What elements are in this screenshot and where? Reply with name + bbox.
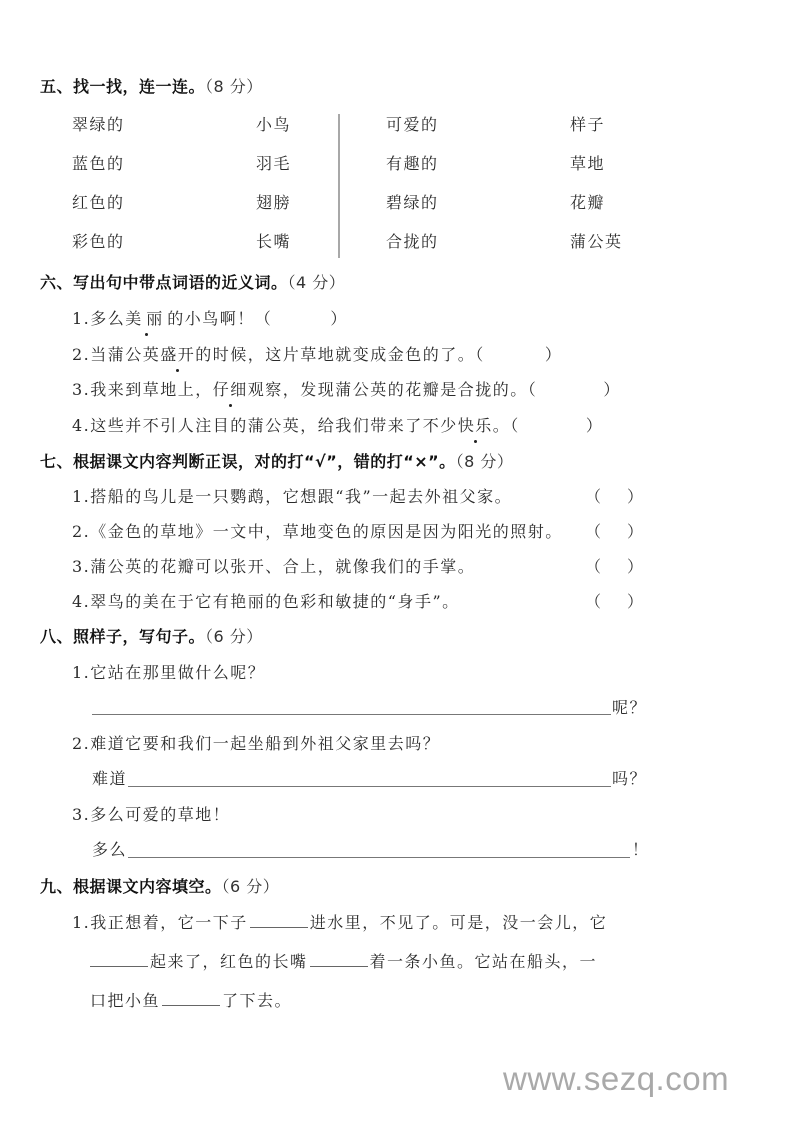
passage-text: 进水里，不见了。可是，没一会儿，它	[309, 913, 608, 932]
passage-text: 我正想着，它一下子	[90, 913, 248, 932]
rewrite-example-2	[72, 731, 440, 754]
synonym-question-3	[72, 377, 621, 400]
match-right-noun-3[interactable]: 花瓣	[570, 193, 606, 212]
fill-blank-2[interactable]	[90, 952, 148, 967]
sentence-text: 多么	[90, 309, 126, 328]
section-5-heading	[40, 74, 263, 97]
close-paren: ）	[330, 309, 348, 328]
section-7-heading	[40, 449, 513, 472]
passage-text: 着一条小鱼。它站在船头，一	[369, 952, 598, 971]
synonym-question-2	[72, 342, 562, 365]
answer-prefix-3: 多么	[92, 840, 128, 859]
section-8-score: （6 分）	[205, 627, 263, 646]
answer-suffix-2: 吗？	[612, 769, 648, 788]
sentence-text: 的时候，这片草地就变成金色的了。（	[195, 345, 485, 364]
section-6-title: 六、写出句中带点词语的近义词。	[40, 273, 288, 292]
open-paren: （	[585, 522, 602, 541]
question-number: 1.	[72, 913, 91, 932]
answer-line-1[interactable]	[92, 714, 611, 715]
open-paren: （	[585, 557, 602, 576]
match-left-adj-2[interactable]: 蓝色的	[72, 154, 125, 173]
answer-line-3[interactable]	[128, 857, 630, 858]
fill-blank-1[interactable]	[250, 913, 308, 928]
section-8-title: 八、照样子，写句子。	[40, 627, 206, 646]
question-number: 2.	[72, 734, 91, 753]
question-number: 3.	[72, 380, 91, 399]
judge-question-3	[72, 554, 475, 577]
fill-line-3	[90, 988, 292, 1011]
dotted-word: 快乐	[458, 413, 493, 436]
fill-blank-4[interactable]	[162, 991, 220, 1006]
match-left-noun-2[interactable]: 羽毛	[256, 154, 292, 173]
passage-text: 起来了，红色的长嘴	[150, 952, 308, 971]
dotted-word: 美丽	[125, 306, 167, 329]
statement-text: 《金色的草地》一文中，草地变色的原因是因为阳光的照射。	[90, 522, 563, 541]
section-9-heading	[40, 874, 279, 897]
section-9-score: （6 分）	[221, 877, 280, 896]
dotted-word: 仔细	[213, 377, 248, 400]
match-right-noun-4[interactable]: 蒲公英	[570, 232, 623, 251]
match-left-adj-3[interactable]: 红色的	[72, 193, 125, 212]
synonym-question-4	[72, 413, 603, 436]
question-number: 4.	[72, 416, 91, 435]
sentence-text: 。（	[492, 416, 520, 435]
section-8-heading	[40, 624, 263, 647]
section-7-title: 七、根据课文内容判断正误，对的打“√”，错的打“×”。	[40, 452, 456, 471]
close-paren: ）	[544, 345, 563, 364]
match-right-adj-1[interactable]: 可爱的	[386, 115, 439, 134]
close-paren: ）	[603, 380, 621, 399]
match-left-adj-4[interactable]: 彩色的	[72, 232, 125, 251]
close-paren: ）	[627, 487, 644, 506]
match-right-adj-3[interactable]: 碧绿的	[386, 193, 439, 212]
example-sentence: 多么可爱的草地！	[90, 805, 231, 824]
judge-answer-box-4[interactable]	[585, 589, 643, 612]
synonym-question-1	[72, 306, 348, 329]
answer-suffix-1: 呢？	[612, 698, 648, 717]
close-paren: ）	[627, 592, 644, 611]
fill-blank-3[interactable]	[310, 952, 368, 967]
close-paren: ）	[627, 557, 644, 576]
match-right-adj-4[interactable]: 合拢的	[386, 232, 439, 251]
close-paren: ）	[585, 416, 604, 435]
match-right-noun-1[interactable]: 样子	[570, 115, 606, 134]
judge-question-4	[72, 589, 460, 612]
column-divider	[338, 114, 340, 258]
open-paren: （	[585, 487, 602, 506]
statement-text: 搭船的鸟儿是一只鹦鹉，它想跟“我”一起去外祖父家。	[90, 487, 513, 506]
section-6-heading	[40, 270, 345, 293]
match-right-noun-2[interactable]: 草地	[570, 154, 606, 173]
section-9-title: 九、根据课文内容填空。	[40, 877, 222, 896]
section-5-title: 五、找一找，连一连。	[40, 77, 206, 96]
sentence-text: 观察，发现蒲公英的花瓣是合拢的。（	[247, 380, 538, 399]
answer-suffix-3: ！	[632, 840, 650, 859]
sentence-text: 我来到草地上，	[90, 380, 213, 399]
match-right-adj-2[interactable]: 有趣的	[386, 154, 439, 173]
statement-text: 翠鸟的美在于它有艳丽的色彩和敏捷的“身手”。	[90, 592, 460, 611]
fill-line-2	[90, 949, 597, 972]
judge-answer-box-2[interactable]	[585, 519, 643, 542]
match-left-noun-4[interactable]: 长嘴	[256, 232, 292, 251]
match-left-noun-3[interactable]: 翅膀	[256, 193, 292, 212]
section-6-score: （4 分）	[287, 273, 346, 292]
question-number: 3.	[72, 805, 91, 824]
open-paren: （	[585, 592, 602, 611]
sentence-text: 当蒲公英	[90, 345, 161, 364]
section-5-score: （8 分）	[205, 77, 263, 96]
section-7-score: （8 分）	[455, 452, 514, 471]
question-number: 1.	[72, 309, 91, 328]
question-number: 1.	[72, 663, 91, 682]
answer-line-2[interactable]	[128, 786, 611, 787]
example-sentence: 它站在那里做什么呢？	[90, 663, 266, 682]
sentence-text: 这些并不引人注目的蒲公英，给我们带来了不少	[90, 416, 458, 435]
dotted-word: 盛开	[160, 342, 195, 365]
statement-text: 蒲公英的花瓣可以张开、合上，就像我们的手掌。	[90, 557, 476, 576]
passage-text: 口把小鱼	[90, 991, 161, 1010]
rewrite-example-3	[72, 802, 230, 825]
answer-prefix-2: 难道	[92, 769, 128, 788]
judge-answer-box-1[interactable]	[585, 484, 643, 507]
sentence-text: 的小鸟啊！（	[167, 309, 273, 328]
close-paren: ）	[627, 522, 644, 541]
example-sentence: 难道它要和我们一起坐船到外祖父家里去吗？	[90, 734, 441, 753]
fill-line-1	[72, 910, 607, 933]
rewrite-example-1	[72, 660, 265, 683]
judge-answer-box-3[interactable]	[585, 554, 643, 577]
judge-question-2	[72, 519, 563, 542]
passage-text: 了下去。	[222, 991, 293, 1010]
match-left-adj-1[interactable]: 翠绿的	[72, 115, 125, 134]
match-left-noun-1[interactable]: 小鸟	[256, 115, 292, 134]
question-number: 2.	[72, 345, 91, 364]
question-number: 2.	[72, 522, 91, 541]
question-number: 4.	[72, 592, 91, 611]
question-number: 3.	[72, 557, 91, 576]
judge-question-1	[72, 484, 512, 507]
watermark: www.sezq.com	[503, 1060, 730, 1097]
question-number: 1.	[72, 487, 91, 506]
